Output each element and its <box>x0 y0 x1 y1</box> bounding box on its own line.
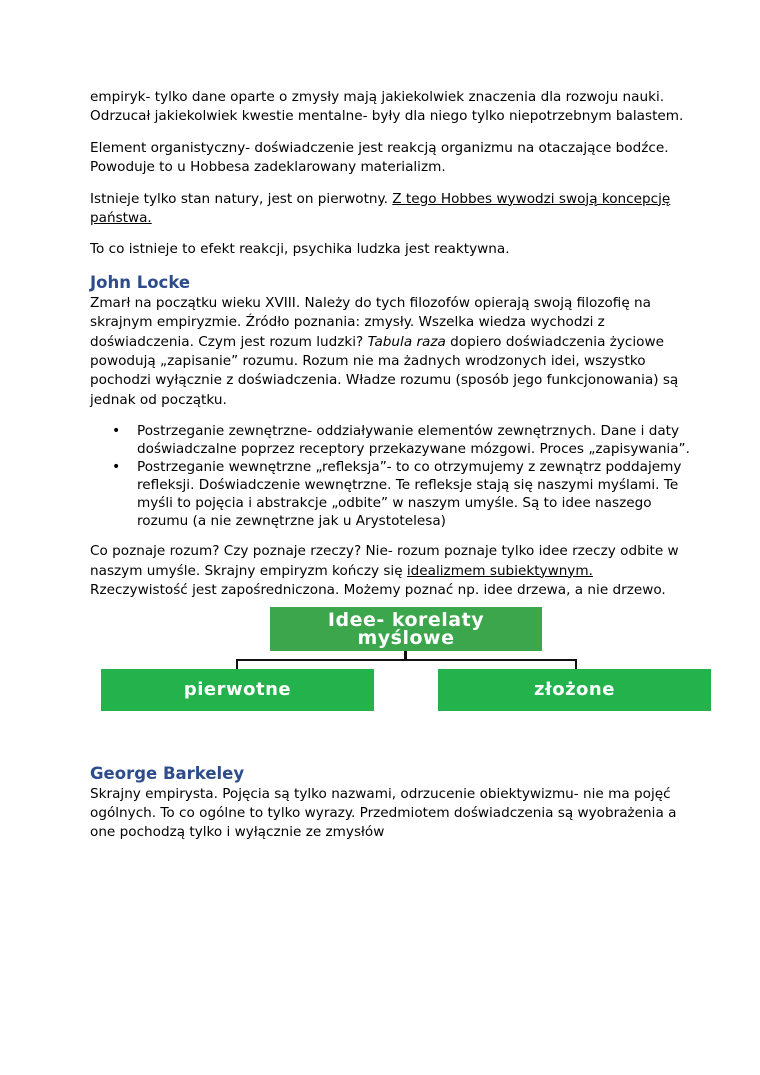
locke-question-b: Rzeczywistość jest zapośredniczona. Możemy poznać np. idee drzewa, a nie drzewo. <box>90 582 666 599</box>
locke-question-underlined: idealizmem subiektywnym. <box>406 562 593 579</box>
state-of-nature-text: Istnieje tylko stan natury, jest on pierwotny. <box>90 190 393 207</box>
paragraph-state-of-nature <box>90 190 690 229</box>
locke-question-a: Co poznaje rozum? Czy poznaje rzeczy? Nie- rozum poznaje tylko idee rzeczy odbite w naszym umyśle. Skrajny empiryzm kończy się <box>90 543 679 579</box>
locke-bullet-list <box>90 422 690 530</box>
connector-vertical-right <box>575 659 577 669</box>
heading-george-barkeley: George Barkeley <box>90 763 245 783</box>
diagram-root-line1: Idee- korelaty <box>327 608 485 631</box>
diagram-box-complex: złożone <box>438 669 711 711</box>
locke-intro-italic: Tabula raza <box>367 333 446 350</box>
connector-horizontal <box>236 659 577 661</box>
ideas-hierarchy-diagram <box>90 607 690 753</box>
bullet-internal-perception: • Postrzeganie wewnętrzne „refleksja”- to co otrzymujemy z zewnątrz poddajemy refleksji. Doświadczenie wewnętrzne. Te refleksje stają się naszymi myślami. Te myśli to pojęcia i abstrakcje „odbite” w naszym umyśle. Są to idee naszego rozumu (a nie zewnętrzne jak u Arystotelesa) <box>90 458 690 530</box>
locke-intro-a: Zmarł na początku wieku XVIII. Należy do tych filozofów opierają swoją filozofię na skrajnym empiryzmie. Źródło poznania: zmysły. Wszelka wiedza wychodzi z doświadczenia. Czym jest rozum ludzki? <box>90 294 651 350</box>
diagram-box-primary: pierwotne <box>101 669 374 711</box>
diagram-root-box <box>270 607 542 651</box>
diagram-root-line2: myślowe <box>357 626 455 649</box>
connector-vertical-left <box>236 659 238 669</box>
paragraph-locke-question <box>90 542 690 600</box>
bullet-external-perception: • Postrzeganie zewnętrzne- oddziaływanie elementów zewnętrznych. Dane i daty doświadczalne poprzez receptory przekazywane mózgowi. Proces „zapisywania”. <box>90 422 690 458</box>
paragraph-barkeley: Skrajny empirysta. Pojęcia są tylko nazwami, odrzucenie obiektywizmu- nie ma pojęć ogólnych. To co ogólne to tylko wyrazy. Przedmiotem doświadczenia są wyobrażenia a one pochodzą tylko i wyłącznie ze zmysłów <box>90 785 677 841</box>
paragraph-organistic: Element organistyczny- doświadczenie jest reakcją organizmu na otaczające bodźce. Powoduje to u Hobbesa zadeklarowany materializm. <box>90 139 669 176</box>
locke-intro-b: dopiero doświadczenia życiowe powodują „zapisanie” rozumu. Rozum nie ma żadnych wrodzonych idei, wszystko pochodzi wyłącznie z doświadczenia. Władze rozumu (sposób jego funkcjonowania) są jednak od początku. <box>90 333 679 408</box>
heading-john-locke: John Locke <box>90 272 191 292</box>
paragraph-reaction: To co istnieje to efekt reakcji, psychika ludzka jest reaktywna. <box>90 241 510 258</box>
paragraph-empiricist: empiryk- tylko dane oparte o zmysły mają jakiekolwiek znaczenia dla rozwoju nauki. Odrzucał jakiekolwiek kwestie mentalne- były dla niego tylko niepotrzebnym balastem. <box>90 89 684 125</box>
document-page <box>90 88 690 843</box>
paragraph-locke-intro <box>90 294 690 410</box>
state-of-nature-underlined: Z tego Hobbes wywodzi swoją koncepcję państwa. <box>90 190 671 227</box>
